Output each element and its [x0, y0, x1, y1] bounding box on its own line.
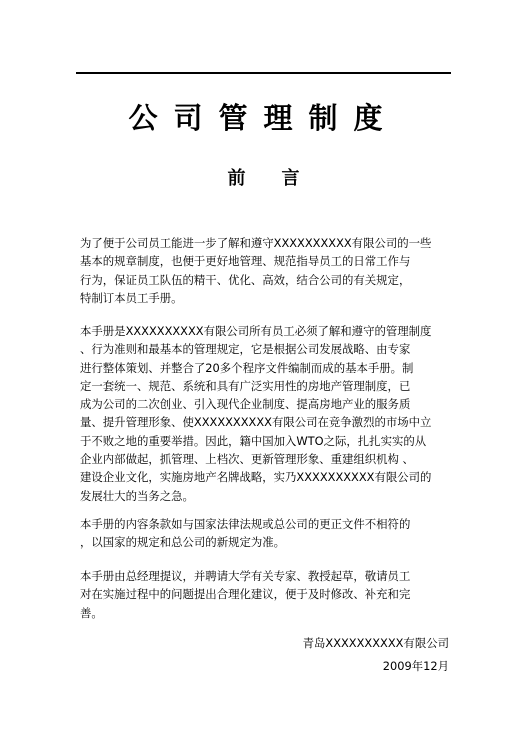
paragraph-feedback: 本手册由总经理提议，并聘请大学有关专家、教授起草，敬请员工 对在实施过程中的问题提出合理化建议，便于及时修改、补充和完 善。 — [80, 569, 411, 620]
paragraph-scope: 本手册是XXXXXXXXXX有限公司所有员工必须了解和遵守的管理制度 、行为准则和最基本的管理规定，它是根据公司发展战略、由专家 进行整体策划、并整合了20多个程序文件编制而成的基本手册。制 定一套统一、规范、系统和具有广泛实用性的房地产管理制度，已 成为公司的二次创业、引入现代企业制度、提高房地产业的服务质 量、提升管理形象、使XXXXXXXXXX有限公司在竞争激烈的市场中立 于不败之地的重要举措。因此，籍中国加入WTO之际，扎扎实实的从 企业内部做起，抓管理、上档次、更新管理形象、重建组织机构 、 建设企业文化，实施房地产名牌战略，实乃XXXXXXXXXX有限公司的 发展壮大的当务之急。 — [80, 324, 432, 503]
document-title: 公司管理制度 — [128, 101, 399, 135]
signature-date: 2009年12月 — [382, 659, 449, 673]
top-rule-divider — [76, 72, 451, 74]
paragraph-precedence: 本手册的内容条款如与国家法律法规或总公司的更正文件不相符的 ，以国家的规定和总公司的新规定为准。 — [80, 517, 411, 550]
preface-heading: 前言 — [227, 168, 336, 189]
signature-company: 青岛XXXXXXXXXX有限公司 — [302, 636, 449, 650]
paragraph-purpose: 为了便于公司员工能进一步了解和遵守XXXXXXXXXX有限公司的一些 基本的规章制度，也便于更好地管理、规范指导员工的日常工作与 行为，保证员工队伍的精干、优化、高效，结合公司的有关规定， 特制订本员工手册。 — [80, 236, 432, 305]
